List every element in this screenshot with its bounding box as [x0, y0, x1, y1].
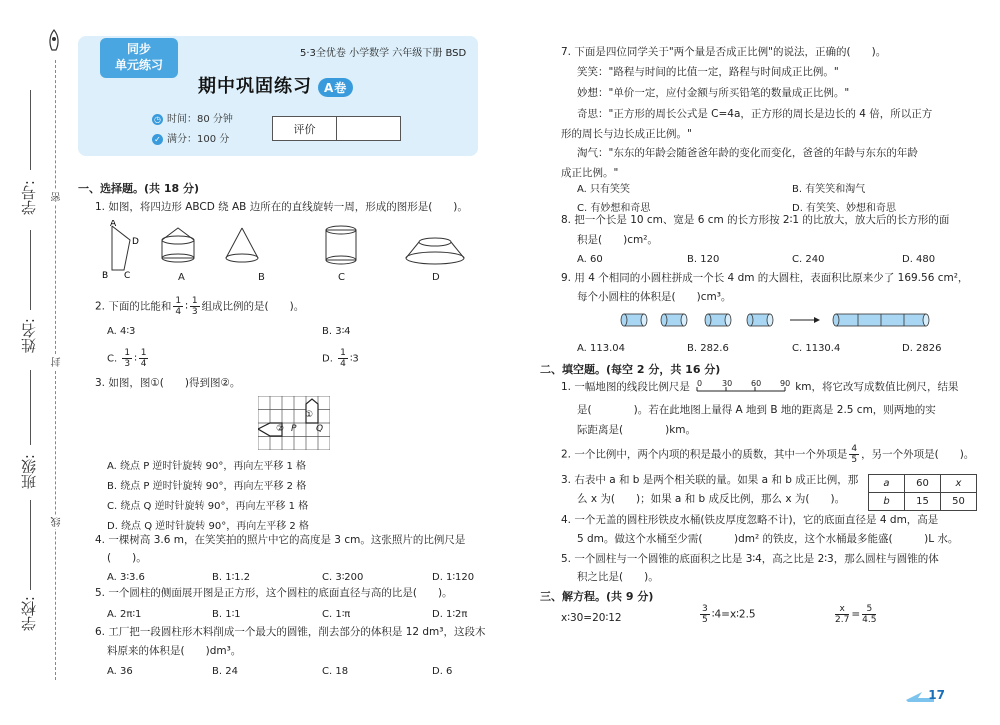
q2-option-c[interactable]: C. $\frac{1}{3}$ ∶ $\frac{1}{4}$: [107, 348, 147, 369]
q2-frac-2: $\frac{1}{3}$: [191, 296, 198, 317]
q3-grid: [258, 396, 330, 450]
q8-line-1: 8. 把一个长是 10 cm、宽是 6 cm 的长方形按 2∶1 的比放大，放大后的长方形的面: [561, 214, 950, 226]
q7-option-b[interactable]: B. 有笑笑和淘气: [792, 184, 866, 195]
q7-option-d[interactable]: D. 有笑笑、妙想和奇思: [792, 203, 897, 214]
score-info: [152, 130, 229, 145]
page-title: [198, 72, 353, 98]
time-info: [152, 110, 233, 125]
eq-2: $\frac{3}{5}$ ∶4=x∶2.5: [702, 604, 756, 625]
q8-line-2: 积是( )cm²。: [577, 234, 658, 246]
q1-option-d[interactable]: D: [432, 272, 440, 283]
scale-unit: km: [795, 381, 812, 393]
scale-tick-0: 0: [697, 379, 703, 388]
s2-q4-line-1: 4. 一个无盖的圆柱形铁皮水桶(铁皮厚度忽略不计)，它的底面直径是 4 dm，高是: [561, 514, 939, 526]
s2-q4-line-2: 5 dm。做这个水桶至少需( )dm² 的铁皮，这个水桶最多能盛( )L 水。: [577, 533, 959, 545]
time-text: 时间：80 分钟: [167, 114, 233, 125]
q9-option-c[interactable]: C. 1130.4: [792, 343, 841, 354]
q3-option-b[interactable]: B. 绕点 P 逆时针旋转 90°，再向左平移 2 格: [107, 481, 307, 492]
seal-xian: 线: [52, 517, 63, 527]
q6-option-d[interactable]: D. 6: [432, 666, 453, 677]
seal-feng: 封: [52, 357, 63, 367]
q6-option-b[interactable]: B. 24: [212, 666, 238, 677]
svg-text:B: B: [102, 271, 109, 281]
q7-option-a[interactable]: A. 只有笑笑: [577, 184, 631, 195]
table-cell: a: [869, 475, 905, 493]
s2-q1-a: 1. 一幅地图的线段比例尺是: [561, 381, 690, 393]
rocket-icon: [44, 28, 64, 56]
q7-line-4: 形的周长与边长成正比例。": [561, 128, 692, 140]
evaluation-table: [272, 116, 401, 141]
q6-option-a[interactable]: A. 36: [107, 666, 133, 677]
q1-figures: [100, 220, 480, 288]
q3-label-q: Q: [316, 424, 324, 434]
s2-q3-line-1: 3. 右表中 a 和 b 是两个相关联的量。如果 a 和 b 成正比例，那: [561, 474, 859, 486]
section-3-title: 三、解方程。(共 9 分): [540, 590, 654, 603]
table-cell: 50: [941, 493, 977, 511]
binding-strip: [0, 0, 70, 725]
label-school: 学校:: [20, 596, 38, 632]
q1-option-b[interactable]: B: [258, 272, 265, 283]
name-blank[interactable]: [30, 230, 31, 310]
q8-option-c[interactable]: C. 240: [792, 254, 825, 265]
eval-label: 评价: [273, 117, 337, 141]
table-cell: 60: [905, 475, 941, 493]
q4-line-1: 4. 一棵树高 3.6 m，在笑笑拍的照片中它的高度是 3 cm。这张照片的比例尺是: [95, 534, 466, 546]
q4-option-d[interactable]: D. 1∶120: [432, 572, 475, 583]
q9-line-2: 每个小圆柱的体积是( )cm³。: [577, 291, 732, 303]
s2-q3-table: [868, 474, 977, 511]
s2-q1-b: ，将它改写成数值比例尺，结果: [811, 381, 959, 393]
s2-q5-line-1: 5. 一个圆柱与一个圆锥的底面积之比是 3∶4，高之比是 2∶3，那么圆柱与圆锥的体: [561, 553, 939, 565]
svg-text:D: D: [132, 237, 139, 247]
label-student-id: 学号:: [20, 180, 38, 216]
class-blank[interactable]: [30, 370, 31, 445]
q4-option-a[interactable]: A. 3∶3.6: [107, 572, 145, 583]
q9-option-a[interactable]: A. 113.04: [577, 343, 626, 354]
section-1-title: 一、选择题。(共 18 分): [78, 182, 200, 195]
q3-option-c[interactable]: C. 绕点 Q 逆时针旋转 90°，再向左平移 1 格: [107, 501, 309, 512]
section-2-title: 二、填空题。(每空 2 分，共 16 分): [540, 363, 721, 376]
s2-q1-line-3: 际距离是( )km。: [577, 424, 697, 436]
check-icon: ✓: [152, 134, 163, 145]
q8-option-a[interactable]: A. 60: [577, 254, 603, 265]
tag-line-1: 同步: [126, 42, 151, 56]
q2-option-a[interactable]: A. 4∶3: [107, 326, 136, 337]
q2-text-a: 2. 下面的比能和: [95, 300, 172, 313]
q4-option-c[interactable]: C. 3∶200: [322, 572, 364, 583]
s2-q3-line-2: 么 x 为( )；如果 a 和 b 成反比例，那么 x 为( )。: [577, 493, 846, 505]
score-text: 满分：100 分: [167, 134, 230, 145]
eq-3: $\frac{x}{2.7}$ = $\frac{5}{4.5}$: [835, 604, 877, 625]
q5-option-d[interactable]: D. 1∶2π: [432, 609, 468, 620]
label-class: 班级:: [20, 454, 38, 490]
page-number: 17: [928, 688, 945, 702]
q2-frac-1: $\frac{1}{4}$: [175, 296, 182, 317]
eq-1: x∶30=20∶12: [561, 612, 622, 624]
q7-line-3: 奇思："正方形的周长公式是 C=4a，正方形的周长是边长的 4 倍，所以正方: [577, 108, 933, 120]
q9-cylinders: [620, 308, 950, 334]
q7-line-5: 淘气："东东的年龄会随爸爸年龄的变化而变化，爸爸的年龄与东东的年龄: [577, 147, 918, 159]
seal-mi: 密: [52, 192, 63, 202]
q3-text: 3. 如图，图①( )得到图②。: [95, 377, 241, 389]
q3-option-a[interactable]: A. 绕点 P 逆时针旋转 90°，再向左平移 1 格: [107, 461, 307, 472]
q1-text: 1. 如图，将四边形 ABCD 绕 AB 边所在的直线旋转一周，形成的图形是( )。: [95, 201, 468, 213]
q3-label-p: P: [291, 424, 297, 434]
q2-text: 2. 下面的比能和 $\frac{1}{4}$ ∶ $\frac{1}{3}$ 组成比例的是( )。: [95, 296, 305, 317]
q5-option-a[interactable]: A. 2π∶1: [107, 609, 142, 620]
eval-cell[interactable]: [337, 117, 401, 141]
table-cell: b: [869, 493, 905, 511]
q7-line-1: 笑笑："路程与时间的比值一定，路程与时间成正比例。": [577, 66, 839, 78]
q2-option-d[interactable]: D. $\frac{1}{4}$ ∶3: [322, 348, 359, 369]
q7-line-6: 成正比例。": [561, 167, 619, 179]
q8-option-d[interactable]: D. 480: [902, 254, 936, 265]
clock-icon: ◷: [152, 114, 163, 125]
q6-option-c[interactable]: C. 18: [322, 666, 349, 677]
q5-text: 5. 一个圆柱的侧面展开图是正方形，这个圆柱的底面直径与高的比是( )。: [95, 587, 453, 599]
q2-option-b[interactable]: B. 3∶4: [322, 326, 351, 337]
q6-line-1: 6. 工厂把一段圆柱形木料削成一个最大的圆锥，削去部分的体积是 12 dm³，这段木: [95, 626, 486, 638]
scale-tick-60: 60: [751, 379, 762, 388]
series-info: 5·3全优卷 小学数学 六年级下册 BSD: [300, 48, 467, 59]
q3-option-d[interactable]: D. 绕点 Q 逆时针旋转 90°，再向左平移 2 格: [107, 521, 309, 532]
scale-tick-90: 90: [780, 379, 791, 388]
table-cell: x: [941, 475, 977, 493]
q8-option-b[interactable]: B. 120: [687, 254, 720, 265]
svg-text:A: A: [110, 220, 117, 229]
svg-text:C: C: [124, 271, 131, 281]
q9-line-1: 9. 用 4 个相同的小圆柱拼成一个长 4 dm 的大圆柱，表面积比原来少了 169.56 cm²，: [561, 272, 969, 284]
s2-q2-text: 2. 一个比例中，两个内项的积是最小的质数，其中一个外项是 $\frac{4}{5}$ ，另一个外项是( )。: [561, 444, 975, 465]
q7-line-2: 妙想："单价一定，应付金额与所买铅笔的数量成正比例。": [577, 87, 850, 99]
s2-q5-line-2: 积之比是( )。: [577, 571, 659, 583]
q1-option-a[interactable]: A: [178, 272, 185, 283]
title-text: 期中巩固练习: [198, 76, 312, 97]
label-name: 姓名:: [20, 318, 38, 354]
series-tag: [100, 38, 178, 78]
q6-line-2: 料原来的体积是( )dm³。: [107, 645, 242, 657]
student-id-blank[interactable]: [30, 90, 31, 170]
q2-text-b: 组成比例的是( )。: [201, 300, 305, 313]
version-badge: A卷: [318, 78, 353, 97]
q5-option-c[interactable]: C. 1∶π: [322, 609, 351, 620]
table-cell: 15: [905, 493, 941, 511]
tag-line-2: 单元练习: [114, 58, 163, 72]
s2-q2-frac: $\frac{4}{5}$: [851, 444, 858, 465]
q4-option-b[interactable]: B. 1∶1.2: [212, 572, 251, 583]
q7-option-c[interactable]: C. 有妙想和奇思: [577, 203, 651, 214]
q3-label-2: ②: [276, 424, 285, 434]
q7-text: 7. 下面是四位同学关于"两个量是否成正比例"的说法，正确的( )。: [561, 46, 887, 58]
q1-option-c[interactable]: C: [338, 272, 345, 283]
cut-line: [55, 60, 56, 680]
q5-option-b[interactable]: B. 1∶1: [212, 609, 241, 620]
q4-line-2: ( )。: [107, 552, 147, 564]
school-blank[interactable]: [30, 500, 31, 590]
scale-tick-30: 30: [722, 379, 733, 388]
s2-q1-line-2: 是( )。若在此地图上量得 A 地到 B 地的距离是 2.5 cm，则两地的实: [577, 404, 936, 416]
q9-option-d[interactable]: D. 2826: [902, 343, 942, 354]
q3-label-1: ①: [305, 410, 314, 420]
q9-option-b[interactable]: B. 282.6: [687, 343, 729, 354]
